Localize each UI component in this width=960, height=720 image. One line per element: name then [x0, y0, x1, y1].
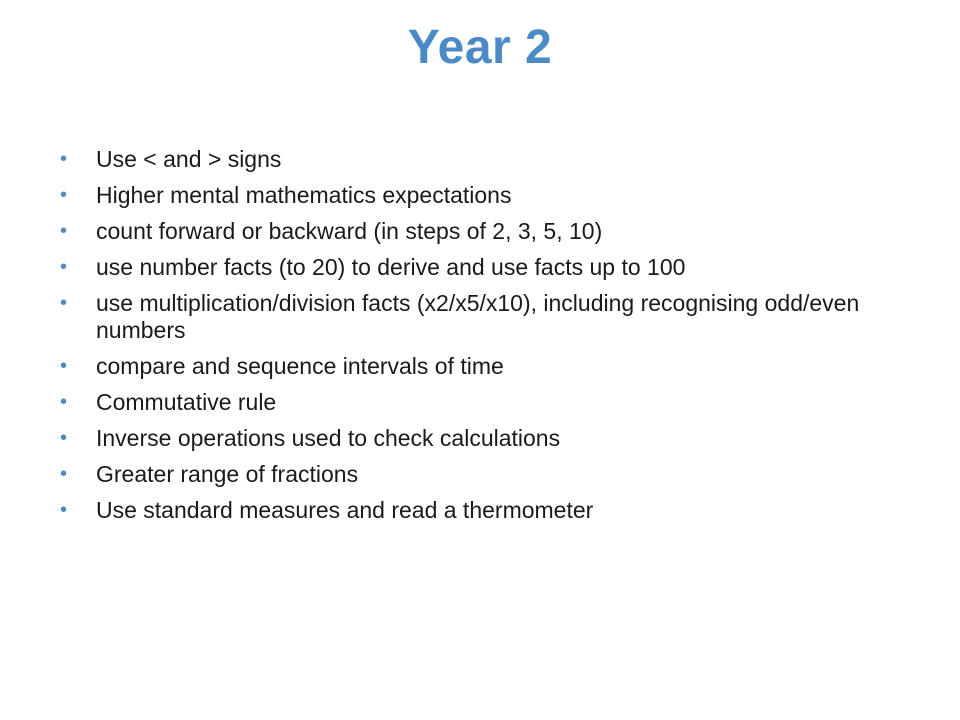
- slide-title: Year 2: [407, 21, 553, 74]
- bullet-item: [60, 290, 890, 344]
- bullet-dot-icon: •: [60, 220, 68, 242]
- bullet-text: Greater range of fractions: [96, 461, 359, 487]
- bullet-dot-icon: •: [60, 427, 68, 449]
- bullet-text: Commutative rule: [96, 389, 277, 415]
- bullet-item: [60, 182, 890, 209]
- bullet-text: Higher mental mathematics expectations: [96, 182, 512, 208]
- bullet-item: [60, 389, 890, 416]
- bullet-dot-icon: •: [60, 256, 68, 278]
- bullet-text: use multiplication/division facts (x2/x5/x10), including recognising odd/even numbers: [96, 290, 860, 343]
- bullet-text: compare and sequence intervals of time: [96, 353, 504, 379]
- bullet-item: [60, 497, 890, 524]
- bullet-item: [60, 425, 890, 452]
- bullet-text: use number facts (to 20) to derive and use facts up to 100: [96, 254, 686, 280]
- bullet-dot-icon: •: [60, 355, 68, 377]
- bullet-text: Use < and > signs: [96, 146, 282, 172]
- bullet-dot-icon: •: [60, 292, 68, 314]
- bullet-text: count forward or backward (in steps of 2, 3, 5, 10): [96, 218, 603, 244]
- bullet-dot-icon: •: [60, 184, 68, 206]
- bullet-list: [60, 146, 890, 533]
- bullet-item: [60, 146, 890, 173]
- bullet-dot-icon: •: [60, 463, 68, 485]
- bullet-dot-icon: •: [60, 148, 68, 170]
- bullet-item: [60, 254, 890, 281]
- bullet-text: Use standard measures and read a thermometer: [96, 497, 594, 523]
- bullet-item: [60, 353, 890, 380]
- bullet-dot-icon: •: [60, 391, 68, 413]
- bullet-dot-icon: •: [60, 499, 68, 521]
- bullet-item: [60, 461, 890, 488]
- bullet-text: Inverse operations used to check calculations: [96, 425, 561, 451]
- bullet-item: [60, 218, 890, 245]
